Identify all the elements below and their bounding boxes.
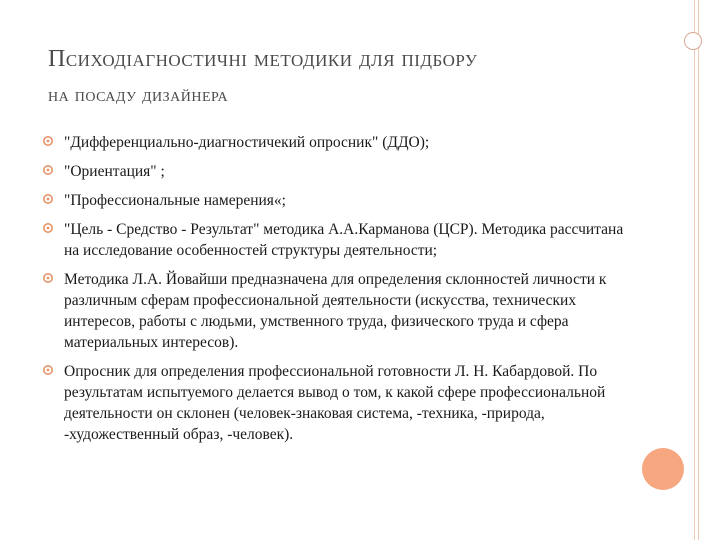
list-item xyxy=(42,219,632,261)
list-item-text: "Цель - Средство - Результат" методика А.А.Карманова (ЦСР). Методика рассчитана на исследование особенностей структуры деятельности; xyxy=(64,221,624,259)
list-item-text: Опросник для определения профессиональной готовности Л. Н. Кабардовой. По результатам испытуемого делается вывод о том, к какой сфере профессиональной деятельности он склонен (человек-знаковая система, -техника, -природа, -художественный образ, -человек). xyxy=(64,363,606,443)
list-item xyxy=(42,269,632,353)
ring-bullet-icon xyxy=(42,193,54,205)
orange-circle-decoration xyxy=(642,448,684,490)
right-decorative-rule xyxy=(694,0,699,540)
ring-bullet-icon xyxy=(42,272,54,284)
small-circle-decoration xyxy=(684,32,702,50)
ring-bullet-icon xyxy=(42,222,54,234)
list-item-text: "Профессиональные намерения«; xyxy=(64,192,286,209)
bullet-list xyxy=(42,132,632,453)
ring-bullet-icon xyxy=(42,135,54,147)
slide-title xyxy=(48,44,668,110)
list-item xyxy=(42,161,632,182)
list-item xyxy=(42,361,632,445)
list-item-text: Методика Л.А. Йовайши предназначена для определения склонностей личности к различным сферам профессиональной деятельности (искусства, технических интересов, работы с людьми, умственного труда, физического труда и сфера материальных интересов). xyxy=(64,271,607,351)
list-item xyxy=(42,132,632,153)
list-item-text: "Ориентация" ; xyxy=(64,163,165,180)
ring-bullet-icon xyxy=(42,364,54,376)
list-item xyxy=(42,190,632,211)
title-line-2: на посаду дизайнера xyxy=(48,84,229,106)
title-line-1: Психодіагностичні методики для підбору xyxy=(48,46,478,72)
ring-bullet-icon xyxy=(42,164,54,176)
list-item-text: "Дифференциально-диагностичекий опросник" (ДДО); xyxy=(64,134,430,151)
